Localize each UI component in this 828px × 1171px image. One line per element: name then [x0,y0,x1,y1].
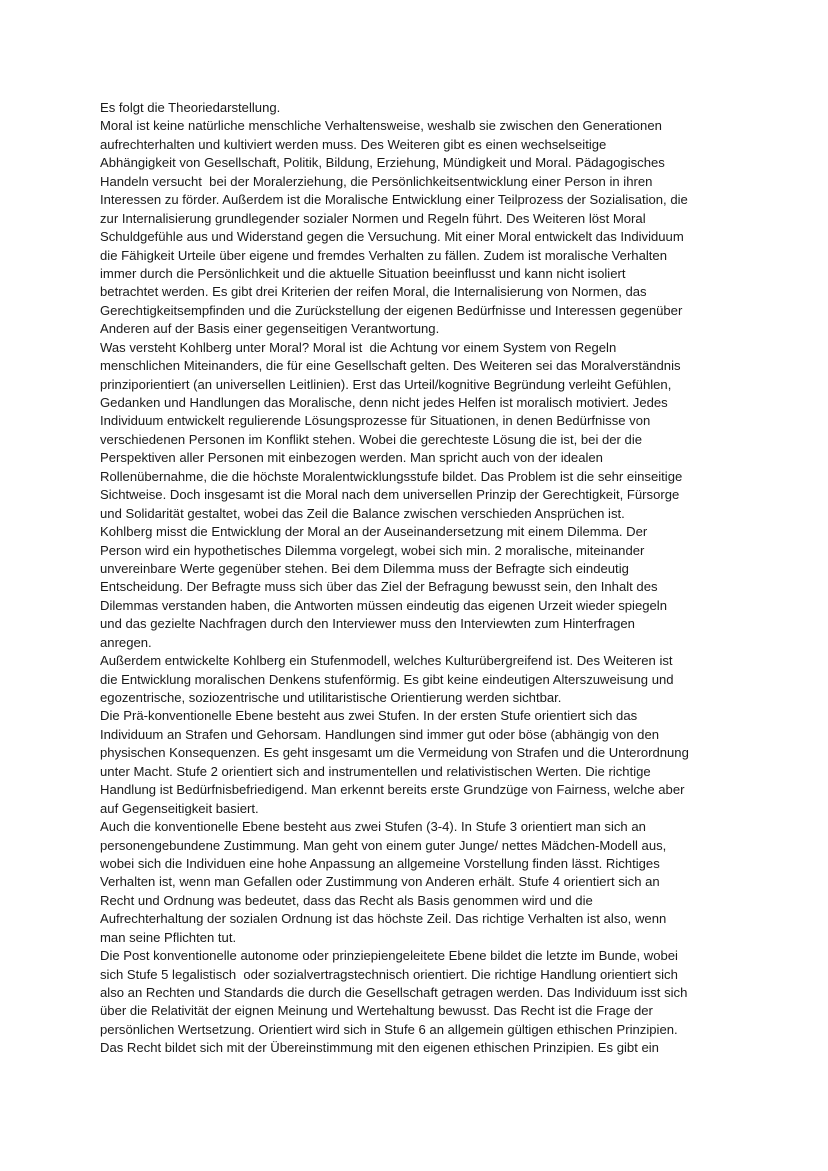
text-line: man seine Pflichten tut. [100,929,237,945]
text-line: Die Post konventionelle autonome oder prinziepiengeleitete Ebene bildet die letzte im Bunde, wobei [100,948,678,964]
text-line: Gerechtigkeitsempfinden und die Zurückstellung der eigenen Bedürfnisse und Interessen gegenüber [100,302,683,318]
text-line: also an Rechten und Standards die durch die Gesellschaft getragen werden. Das Individuum isst sich [100,985,688,1000]
text-line: Individuum entwickelt regulierende Lösungsprozesse für Situationen, in denen Bedürfnisse von [100,413,651,429]
text-line: Das Recht bildet sich mit der Übereinstimmung mit den eigenen ethischen Prinzipien. Es gibt ein [100,1040,659,1056]
text-line: und das gezielte Nachfragen durch den Interviewer muss den Interviewten zum Hinterfragen [100,616,635,632]
text-line: Dilemmas verstanden haben, die Antworten müssen eindeutig das eigenen Urzeit wieder spiegeln [100,597,668,613]
text-line: Auch die konventionelle Ebene besteht aus zwei Stufen (3-4). In Stufe 3 orientiert man sich an [100,819,646,835]
text-line: auf Gegenseitigkeit basiert. [100,800,259,816]
text-line: Die Prä-konventionelle Ebene besteht aus zwei Stufen. In der ersten Stufe orientiert sich das [100,708,638,724]
text-line: Moral ist keine natürliche menschliche Verhaltensweise, weshalb sie zwischen den Generationen [100,118,662,134]
text-line: unter Macht. Stufe 2 orientiert sich and instrumentellen und relativistischen Werten. Die richtige [100,763,651,779]
text-line: Verhalten ist, wenn man Gefallen oder Zustimmung von Anderen erhält. Stufe 4 orientiert sich an [100,874,660,890]
text-line: Handeln versucht bei der Moralerziehung, die Persönlichkeitsentwicklung einer Person in ihren [100,173,653,189]
text-line: zur Internalisierung grundlegender sozialer Normen und Regeln führt. Des Weiteren löst Moral [100,210,646,226]
text-line: Aufrechterhaltung der sozialen Ordnung ist das höchste Zeil. Das richtige Verhalten ist also, wenn [100,911,667,927]
text-line: Was versteht Kohlberg unter Moral? Moral ist die Achtung vor einem System von Regeln [100,339,617,355]
text-line: Abhängigkeit von Gesellschaft, Politik, Bildung, Erziehung, Mündigkeit und Moral. Pädagogisches [100,155,665,171]
text-line: menschlichen Miteinanders, die für eine Gesellschaft gelten. Des Weiteren sei das Moralverständnis [100,358,681,374]
text-line: persönlichen Wertsetzung. Orientiert wird sich in Stufe 6 an allgemein gültigen ethischen Prinzipien. [100,1021,678,1037]
text-line: Gedanken und Handlungen das Moralische, denn nicht jedes Helfen ist moralisch motiviert. Jedes [100,395,668,410]
text-line: Person wird ein hypothetisches Dilemma vorgelegt, wobei sich min. 2 moralische, miteinander [100,542,645,558]
text-line: egozentrische, soziozentrische und utilitaristische Orientierung werden sichtbar. [100,690,562,705]
text-line: Kohlberg misst die Entwicklung der Moral an der Auseinandersetzung mit einem Dilemma. Der [100,524,648,540]
text-line: wobei sich die Individuen eine hohe Anpassung an allgemeine Vorstellung finden lässt. Richtiges [100,855,660,871]
text-line: physischen Konsequenzen. Es geht insgesamt um die Vermeidung von Strafen und die Unterordnung [100,745,689,761]
text-line: Individuum an Strafen und Gehorsam. Handlungen sind immer gut oder böse (abhängig von den [100,726,660,742]
text-line: Anderen auf der Basis einer gegenseitigen Verantwortung. [100,321,440,337]
text-line: betrachtet werden. Es gibt drei Kriterien der reifen Moral, die Internalisierung von Normen, das [100,284,647,300]
text-line: Interessen zu förder. Außerdem ist die Moralische Entwicklung einer Teilprozess der Sozialisation, die [100,192,688,208]
text-line: unvereinbare Werte gegenüber stehen. Bei dem Dilemma muss der Befragte sich eindeutig [100,560,629,576]
text-line: Rollenübernahme, die die höchste Moralentwicklungsstufe bildet. Das Problem ist die sehr einseitige [100,468,683,484]
text-line: sich Stufe 5 legalistisch oder sozialvertragstechnisch orientiert. Die richtige Handlung orientiert sich [100,966,678,982]
text-line: Sichtweise. Doch insgesamt ist die Moral nach dem universellen Prinzip der Gerechtigkeit, Fürsorge [100,487,680,503]
text-line: Außerdem entwickelte Kohlberg ein Stufenmodell, welches Kulturübergreifend ist. Des Weiteren ist [100,653,673,669]
text-line: Entscheidung. Der Befragte muss sich über das Ziel der Befragung bewusst sein, den Inhalt des [100,579,658,595]
text-line: aufrechterhalten und kultiviert werden muss. Des Weiteren gibt es einen wechselseitige [100,136,607,152]
body-text [100,99,740,1058]
text-line: Handlung ist Bedürfnisbefriedigend. Man erkennt bereits erste Grundzüge von Fairness, welche aber [100,782,685,798]
text-line: und Solidarität gestaltet, wobei das Zeil die Balance zwischen verschieden Ansprüchen ist. [100,505,625,521]
text-line: prinziporientiert (an universellen Leitlinien). Erst das Urteil/kognitive Begründung verleiht Gefühlen, [100,376,672,392]
text-line: anregen. [100,634,152,650]
text-line: Perspektiven aller Personen mit einbezogen werden. Man spricht auch von der idealen [100,450,603,466]
text-line: personengebundene Zustimmung. Man geht von einem guter Junge/ nettes Mädchen-Modell aus, [100,837,667,853]
text-line: die Fähigkeit Urteile über eigene und fremdes Verhalten zu fällen. Zudem ist moralische Verhalten [100,247,667,263]
text-line: Recht und Ordnung was bedeutet, dass das Recht als Basis genommen wird und die [100,892,593,908]
text-line: verschiedenen Personen im Konflikt stehen. Wobei die gerechteste Lösung die ist, bei der die [100,431,643,447]
text-line: immer durch die Persönlichkeit und die aktuelle Situation beeinflusst und kann nicht isoliert [100,265,626,281]
text-line: die Entwicklung moralischen Denkens stufenförmig. Es gibt keine eindeutigen Alterszuweisung und [100,671,674,687]
text-line: über die Relativität der eignen Meinung und Wertehaltung bewusst. Das Recht ist die Frage der [100,1003,653,1019]
text-line: Es folgt die Theoriedarstellung. [100,100,281,115]
text-line: Schuldgefühle aus und Widerstand gegen die Versuchung. Mit einer Moral entwickelt das Individuum [100,229,684,245]
